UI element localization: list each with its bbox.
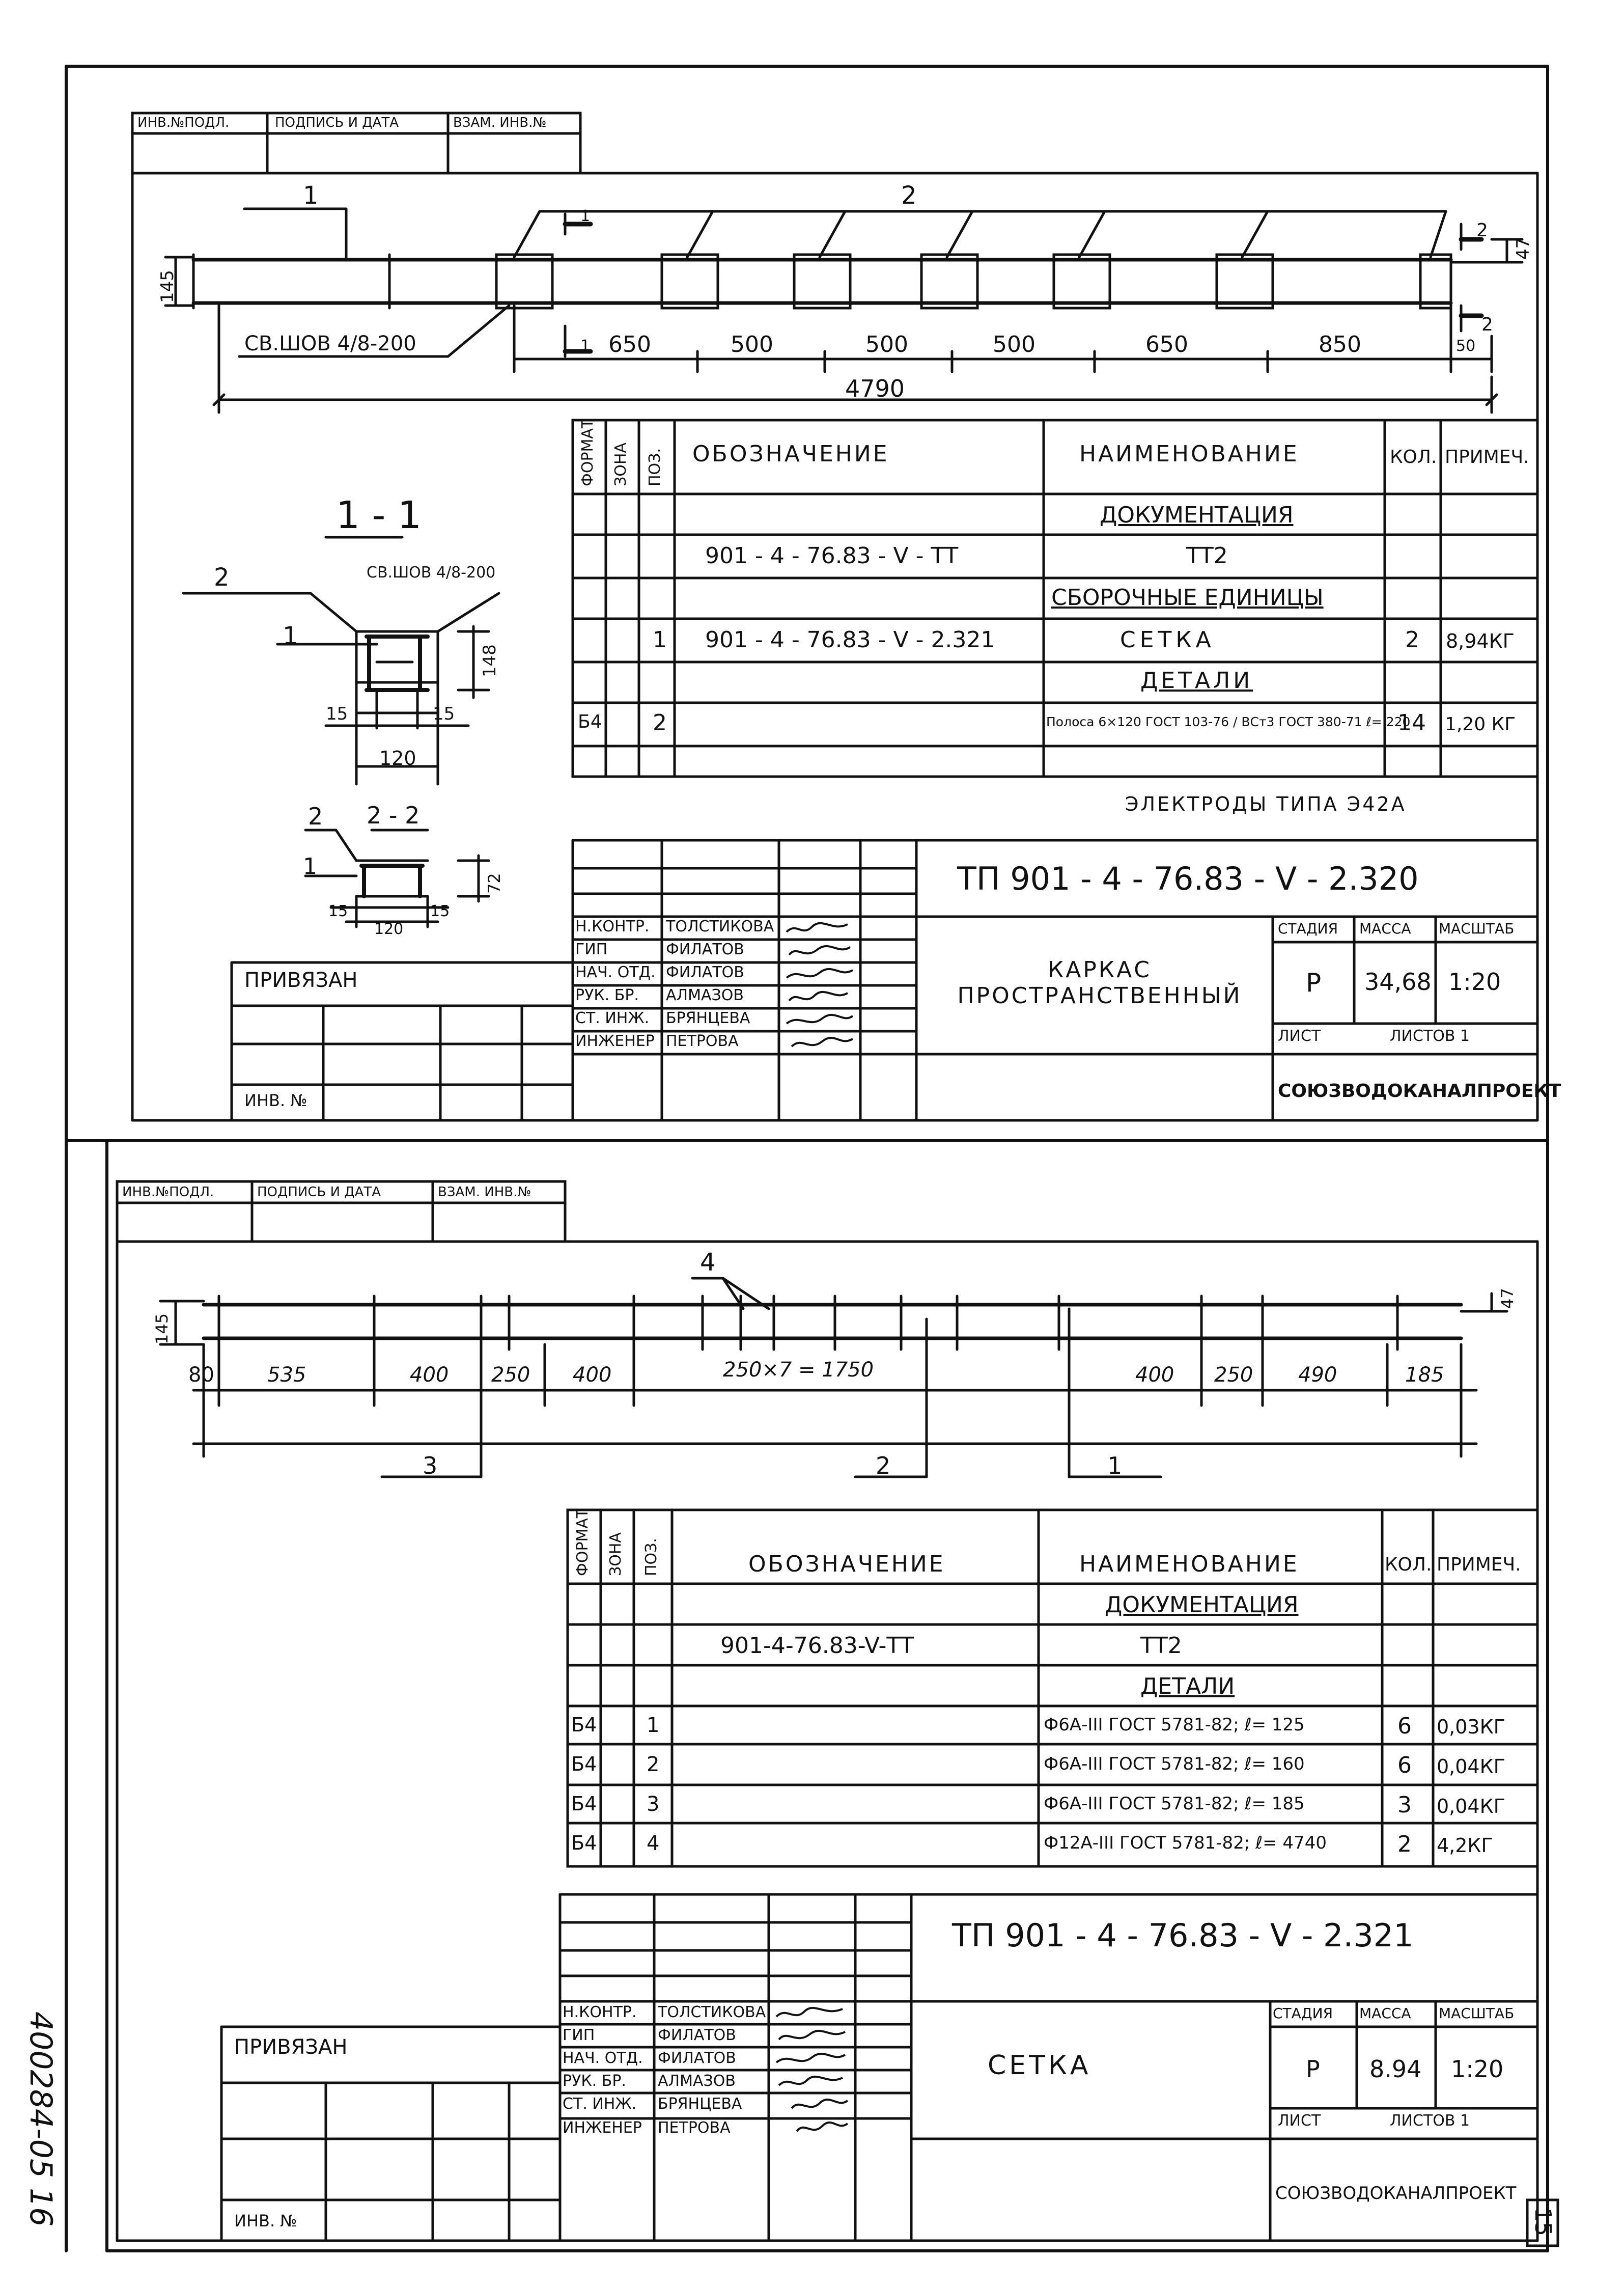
top-title-sheet: ЛИСТ — [1278, 1027, 1321, 1045]
top-person-0: ТОЛСТИКОВА — [666, 918, 774, 935]
top-section-mark-1a: 1 — [580, 207, 591, 225]
top-spec-r5-qty: 14 — [1397, 710, 1426, 736]
top-stamp-inv-podl: ИНВ.№ПОДЛ. — [137, 115, 230, 130]
top-person-3: АЛМАЗОВ — [666, 986, 744, 1004]
bottom-title-sheets: ЛИСТОВ 1 — [1390, 2112, 1470, 2130]
top-section-1-1-dim-148: 148 — [480, 644, 500, 677]
bottom-person-1: ФИЛАТОВ — [658, 2026, 736, 2044]
bottom-spec-r3-format: Б4 — [571, 1714, 597, 1736]
bottom-spec-r6-qty: 2 — [1397, 1831, 1412, 1857]
bottom-title-stage: Р — [1306, 2055, 1320, 2083]
top-spec-r3-qty: 2 — [1405, 627, 1419, 653]
bottom-stamp-inv-podl: ИНВ.№ПОДЛ. — [122, 1185, 214, 1200]
bottom-spec-r4-note: 0,04КГ — [1437, 1755, 1505, 1778]
top-title-org: СОЮЗВОДОКАНАЛПРОЕКТ — [1278, 1081, 1561, 1101]
top-title-stage: Р — [1306, 968, 1322, 998]
top-spec-r2-name: СБОРОЧНЫЕ ЕДИНИЦЫ — [1051, 585, 1324, 611]
bottom-role-3: РУК. БР. — [563, 2072, 626, 2090]
bottom-title-mass: 8.94 — [1369, 2055, 1422, 2083]
bottom-spec-h-pos: ПОЗ. — [642, 1538, 660, 1576]
bottom-title-mass-h: МАССА — [1359, 2005, 1411, 2022]
bottom-title-scale-h: МАСШТАБ — [1439, 2005, 1515, 2022]
bottom-spec-r6-note: 4,2КГ — [1437, 1834, 1493, 1857]
bottom-spec-r1-designation: 901-4-76.83-V-ТТ — [720, 1633, 914, 1659]
top-spec-h-pos: ПОЗ. — [646, 448, 664, 486]
bottom-spec-r5-qty: 3 — [1397, 1792, 1412, 1818]
bottom-spec-h-name: НАИМЕНОВАНИЕ — [1079, 1551, 1299, 1577]
bottom-spec-r5-format: Б4 — [571, 1793, 597, 1815]
top-spec-r1-designation: 901 - 4 - 76.83 - V - ТТ — [705, 543, 959, 569]
top-spec-electrodes: ЭЛЕКТРОДЫ ТИПА Э42А — [1125, 793, 1407, 815]
top-stamp-vzam-inv: ВЗАМ. ИНВ.№ — [453, 115, 547, 130]
top-person-4: БРЯНЦЕВА — [666, 1009, 750, 1027]
top-title-code: ТП 901 - 4 - 76.83 - V - 2.320 — [957, 860, 1419, 897]
bottom-pos-1-label: 1 — [1107, 1452, 1123, 1479]
top-title-scale: 1:20 — [1448, 968, 1501, 996]
top-person-2: ФИЛАТОВ — [666, 963, 744, 981]
bottom-spec-r0-name: ДОКУМЕНТАЦИЯ — [1105, 1592, 1299, 1618]
bottom-spec-r2-name: ДЕТАЛИ — [1140, 1673, 1235, 1699]
bottom-dim-1750: 250×7 = 1750 — [723, 1358, 874, 1382]
top-spec-r5-note: 1,20 КГ — [1445, 714, 1516, 735]
bottom-spec-r1-name: ТТ2 — [1140, 1633, 1182, 1659]
top-role-2: НАЧ. ОТД. — [575, 963, 656, 981]
top-person-1: ФИЛАТОВ — [666, 941, 744, 958]
bottom-stamp-sign-date: ПОДПИСЬ И ДАТА — [257, 1185, 381, 1200]
page-number: 15 — [1530, 2208, 1556, 2236]
top-signatures — [781, 917, 858, 1054]
bottom-role-0: Н.КОНТР. — [563, 2003, 637, 2021]
top-title-scale-h: МАСШТАБ — [1439, 920, 1515, 937]
top-spec-r3-name: СЕТКА — [1120, 627, 1215, 653]
bottom-dim-400c: 400 — [1135, 1363, 1174, 1387]
top-privyazan: ПРИВЯЗАН — [244, 969, 358, 992]
bottom-role-1: ГИП — [563, 2026, 595, 2044]
top-section-1-1-dim-15a: 15 — [326, 704, 348, 724]
bottom-person-5: ПЕТРОВА — [658, 2119, 731, 2137]
bottom-pos-3-label: 3 — [423, 1452, 438, 1479]
top-section-2-2-dim-15b: 15 — [430, 902, 450, 920]
top-spec-r5-format: Б4 — [578, 711, 602, 732]
bottom-privyazan: ПРИВЯЗАН — [234, 2035, 348, 2059]
bottom-title-org: СОЮЗВОДОКАНАЛПРОЕКТ — [1275, 2183, 1517, 2204]
top-spec-h-zone: ЗОНА — [612, 443, 630, 486]
bottom-spec-h-designation: ОБОЗНАЧЕНИЕ — [748, 1551, 945, 1577]
bottom-title-code: ТП 901 - 4 - 76.83 - V - 2.321 — [952, 1917, 1414, 1954]
bottom-dim-400a: 400 — [410, 1363, 449, 1387]
bottom-inv-no: ИНВ. № — [234, 2211, 297, 2230]
top-dim-650a: 650 — [608, 332, 651, 357]
top-spec-r3-pos: 1 — [653, 627, 667, 653]
bottom-spec-h-format: ФОРМАТ — [574, 1508, 592, 1576]
top-section-1-1-dim-15b: 15 — [433, 704, 455, 724]
bottom-dim-490: 490 — [1298, 1363, 1337, 1387]
top-role-5: ИНЖЕНЕР — [575, 1032, 655, 1050]
top-section-1-1-weld: СВ.ШОВ 4/8-200 — [367, 564, 496, 582]
top-section-1-1-title: 1 - 1 — [336, 493, 422, 537]
top-section-2-2-dim-120: 120 — [374, 920, 404, 938]
bottom-title-scale: 1:20 — [1451, 2055, 1504, 2083]
top-spec-h-qty: КОЛ. — [1390, 447, 1437, 467]
top-elevation — [165, 209, 1522, 412]
bottom-spec-r3-note: 0,03КГ — [1437, 1716, 1505, 1738]
top-spec-h-format: ФОРМАТ — [579, 419, 597, 486]
bottom-dim-47: 47 — [1498, 1288, 1517, 1309]
top-dim-50: 50 — [1456, 337, 1476, 355]
bottom-spec-r6-name: Ф12А-III ГОСТ 5781-82; ℓ= 4740 — [1044, 1833, 1327, 1853]
top-role-4: СТ. ИНЖ. — [575, 1009, 650, 1027]
bottom-title-stage-h: СТАДИЯ — [1273, 2005, 1333, 2022]
top-dim-850: 850 — [1319, 332, 1361, 357]
bottom-spec-r4-qty: 6 — [1397, 1752, 1412, 1778]
bottom-person-4: БРЯНЦЕВА — [658, 2095, 742, 2113]
top-title-stage-h: СТАДИЯ — [1278, 920, 1338, 937]
top-section-2-2-dim-72: 72 — [485, 873, 504, 894]
top-section-2-2-dim-15a: 15 — [328, 902, 348, 920]
bottom-spec-r3-qty: 6 — [1397, 1713, 1412, 1739]
bottom-title-name: СЕТКА — [988, 2050, 1091, 2081]
top-title-mass-h: МАССА — [1359, 920, 1411, 937]
top-spec-r4-name: ДЕТАЛИ — [1140, 668, 1253, 694]
bottom-spec-r6-pos: 4 — [647, 1832, 660, 1855]
bottom-person-3: АЛМАЗОВ — [658, 2072, 736, 2090]
top-section-2-2-title: 2 - 2 — [367, 802, 420, 829]
bottom-dim-250a: 250 — [491, 1363, 530, 1387]
bottom-dim-250b: 250 — [1214, 1363, 1253, 1387]
bottom-dim-80: 80 — [188, 1363, 214, 1387]
bottom-spec-r6-format: Б4 — [571, 1832, 597, 1854]
top-section-1-1-pos1: 1 — [283, 622, 298, 650]
top-stamp-sign-date: ПОДПИСЬ И ДАТА — [275, 115, 399, 130]
bottom-spec-h-note: ПРИМЕЧ. — [1437, 1554, 1521, 1575]
top-spec-r3-note: 8,94КГ — [1446, 630, 1515, 652]
bottom-person-2: ФИЛАТОВ — [658, 2049, 736, 2067]
bottom-role-4: СТ. ИНЖ. — [563, 2095, 637, 2113]
top-role-3: РУК. БР. — [575, 986, 639, 1004]
top-section-mark-2a: 2 — [1476, 220, 1488, 241]
top-dim-145: 145 — [157, 270, 178, 303]
bottom-spec-r4-pos: 2 — [647, 1753, 660, 1776]
top-section-1-1-pos2: 2 — [214, 563, 230, 592]
bottom-spec-r3-name: Ф6А-III ГОСТ 5781-82; ℓ= 125 — [1044, 1715, 1305, 1735]
top-spec-h-name: НАИМЕНОВАНИЕ — [1079, 441, 1299, 467]
bottom-spec-r5-name: Ф6А-III ГОСТ 5781-82; ℓ= 185 — [1044, 1794, 1305, 1814]
top-spec-r1-name: ТТ2 — [1186, 543, 1228, 569]
top-title-name: КАРКАС ПРОСТРАНСТВЕННЫЙ — [957, 957, 1242, 1009]
top-role-0: Н.КОНТР. — [575, 918, 650, 935]
top-dim-650b: 650 — [1145, 332, 1188, 357]
archive-number: 400284-05 16 — [23, 2012, 59, 2227]
bottom-dim-535: 535 — [267, 1363, 306, 1387]
bottom-dim-400b: 400 — [573, 1363, 612, 1387]
bottom-title-sheet: ЛИСТ — [1278, 2112, 1321, 2130]
bottom-signatures — [771, 2001, 853, 2144]
top-weld-note: СВ.ШОВ 4/8-200 — [244, 332, 416, 355]
bottom-role-2: НАЧ. ОТД. — [563, 2049, 643, 2067]
top-section-1-1-dim-120: 120 — [379, 747, 416, 769]
top-dim-500c: 500 — [993, 332, 1035, 357]
top-role-1: ГИП — [575, 941, 608, 958]
bottom-spec-h-zone: ЗОНА — [607, 1532, 625, 1576]
bottom-spec-r3-pos: 1 — [647, 1714, 660, 1737]
top-spec-h-note: ПРИМЕЧ. — [1445, 447, 1529, 467]
top-spec-r3-designation: 901 - 4 - 76.83 - V - 2.321 — [705, 627, 995, 653]
top-spec-r5-pos: 2 — [653, 710, 667, 736]
bottom-stamp-vzam-inv: ВЗАМ. ИНВ.№ — [438, 1185, 531, 1200]
top-section-mark-1b: 1 — [580, 337, 591, 355]
bottom-spec-r5-pos: 3 — [647, 1793, 660, 1816]
bottom-role-5: ИНЖЕНЕР — [563, 2119, 642, 2137]
bottom-dim-185: 185 — [1405, 1363, 1444, 1387]
top-section-mark-2b: 2 — [1481, 314, 1493, 335]
top-section-2-2-pos2: 2 — [308, 803, 323, 830]
top-spec-r0-name: ДОКУМЕНТАЦИЯ — [1100, 502, 1294, 528]
bottom-person-0: ТОЛСТИКОВА — [658, 2003, 766, 2021]
bottom-spec-r5-note: 0,04КГ — [1437, 1795, 1505, 1817]
top-title-mass: 34,68 — [1364, 968, 1432, 996]
top-section-2-2-pos1: 1 — [303, 853, 317, 879]
bottom-spec-h-qty: КОЛ. — [1385, 1554, 1432, 1575]
top-title-sheets: ЛИСТОВ 1 — [1390, 1027, 1470, 1045]
top-dim-total: 4790 — [845, 375, 905, 402]
top-dim-500b: 500 — [865, 332, 908, 357]
bottom-dim-145: 145 — [152, 1313, 172, 1344]
top-inv-no: ИНВ. № — [244, 1091, 307, 1110]
top-spec-h-designation: ОБОЗНАЧЕНИЕ — [692, 441, 889, 467]
bottom-pos-2-label: 2 — [876, 1452, 891, 1479]
top-dim-500a: 500 — [731, 332, 773, 357]
top-dim-47: 47 — [1513, 237, 1533, 260]
top-spec-r5-name: Полоса 6×120 ГОСТ 103-76 / ВСт3 ГОСТ 380-71 ℓ= 220 — [1046, 714, 1411, 729]
bottom-pos-4-label: 4 — [700, 1248, 716, 1277]
top-pos-1-label: 1 — [303, 181, 319, 210]
bottom-spec-r4-format: Б4 — [571, 1753, 597, 1775]
top-person-5: ПЕТРОВА — [666, 1032, 739, 1050]
top-pos-2-label: 2 — [901, 181, 917, 210]
bottom-spec-r4-name: Ф6А-III ГОСТ 5781-82; ℓ= 160 — [1044, 1754, 1305, 1774]
